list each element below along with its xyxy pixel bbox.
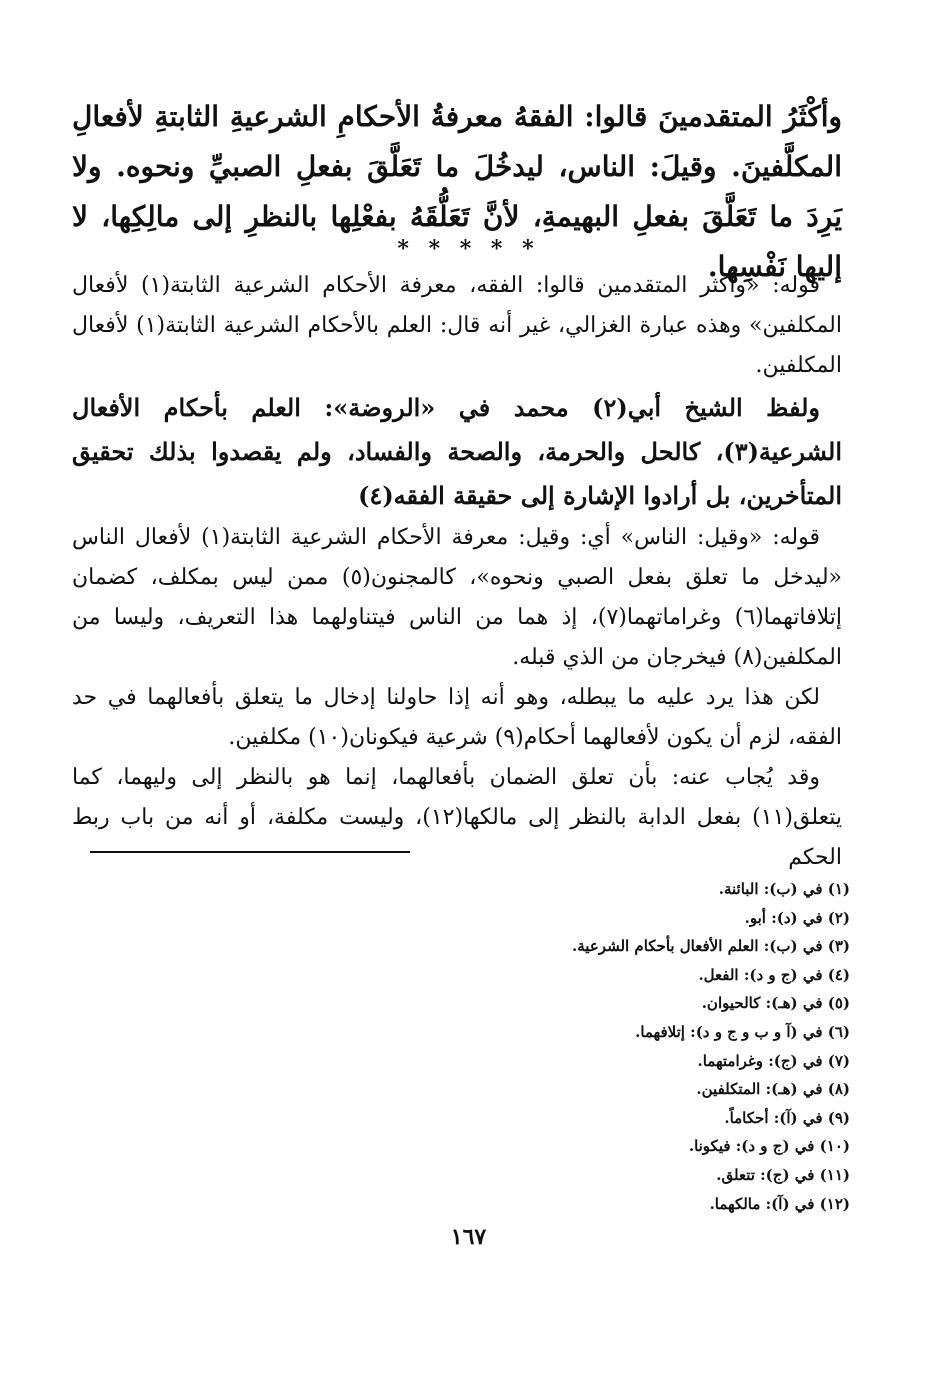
footnote: (٧) في (ج): وغرامتهما. <box>697 1051 850 1070</box>
footnote: (٥) في (هـ): كالحيوان. <box>701 994 850 1013</box>
footnote: (٤) في (ج و د): الفعل. <box>698 965 850 984</box>
commentary-paragraph: وقد يُجاب عنه: بأن تعلق الضمان بأفعالهما، إنما هو بالنظر إلى وليهما، كما يتعلق(١١) بفعل الدابة بالنظر إلى مالكها(١٢)، وليست مكلفة، أو أنه من باب ربط الحكم <box>72 765 842 870</box>
commentary-paragraph: قوله: «وأكثر المتقدمين قالوا: الفقه، معرفة الأحكام الشرعية الثابتة(١) لأفعال المكلفين» وهذه عبارة الغزالي، غير أنه قال: العلم بالأحكام الشرعية الثابتة(١) لأفعال المكلفين. <box>72 273 842 378</box>
footnote: (١٠) في (ج و د): فيكونا. <box>688 1137 850 1156</box>
commentary-paragraph: لكن هذا يرد عليه ما يبطله، وهو أنه إذا حاولنا إدخال ما يتعلق بأفعالهما في حد الفقه، لزم أن يكون لأفعالهما أحكام(٩) شرعية فيكونان(١٠) مكلفين. <box>72 685 842 750</box>
page-number: ١٦٧ <box>450 1224 487 1250</box>
section-separator: * * * * * <box>397 236 540 262</box>
footnote-divider <box>90 851 410 853</box>
footnote: (١١) في (ج): تتعلق. <box>716 1165 850 1184</box>
footnote: (٦) في (آ و ب و ج و د): إتلافهما. <box>635 1022 850 1041</box>
footnote: (٩) في (آ): أحكاماً. <box>724 1108 850 1127</box>
matn-text: وأكْثَرُ المتقدمينَ قالوا: الفقهُ معرفةُ الأحكامِ الشرعيةِ الثابتةِ لأفعالِ المكلَّفينَ. وقيلَ: الناس، ليدخُلَ ما تَعَلَّقَ بفعلِ الصبيِّ ونحوه. ولا يَرِدَ ما تَعَلَّقَ بفعلِ البهيمةِ، لأنَّ تَعَلُّقَهُ بفعْلِها بالنظرِ إلى مالِكِها، لا إليها نَفْسِها. <box>72 100 842 283</box>
footnote: (٢) في (د): أبو. <box>744 908 850 927</box>
footnote: (١٢) في (آ): مالكهما. <box>709 1194 850 1213</box>
commentary <box>72 266 842 878</box>
footnote: (١) في (ب): البائنة. <box>718 880 850 898</box>
commentary-paragraph: ولفظ الشيخ أبي(٢) محمد في «الروضة»: العلم بأحكام الأفعال الشرعية(٣)، كالحل والحرمة، والصحة والفساد، ولم يقصدوا بذلك تحقيق المتأخرين، بل أرادوا الإشارة إلى حقيقة الفقه(٤) <box>72 393 842 510</box>
footnotes <box>90 875 850 1218</box>
footnote: (٨) في (هـ): المتكلفين. <box>696 1080 850 1099</box>
commentary-paragraph: قوله: «وقيل: الناس» أي: وقيل: معرفة الأحكام الشرعية الثابتة(١) لأفعال الناس «ليدخل ما تعلق بفعل الصبي ونحوه»، كالمجنون(٥) ممن ليس بمكلف، كضمان إتلافاتهما(٦) وغراماتهما(٧)، إذ هما من الناس فيتناولهما هذا التعريف، وليسا من المكلفين(٨) فيخرجان من الذي قبله. <box>72 525 842 670</box>
footnote: (٣) في (ب): العلم الأفعال بأحكام الشرعية. <box>572 937 850 956</box>
